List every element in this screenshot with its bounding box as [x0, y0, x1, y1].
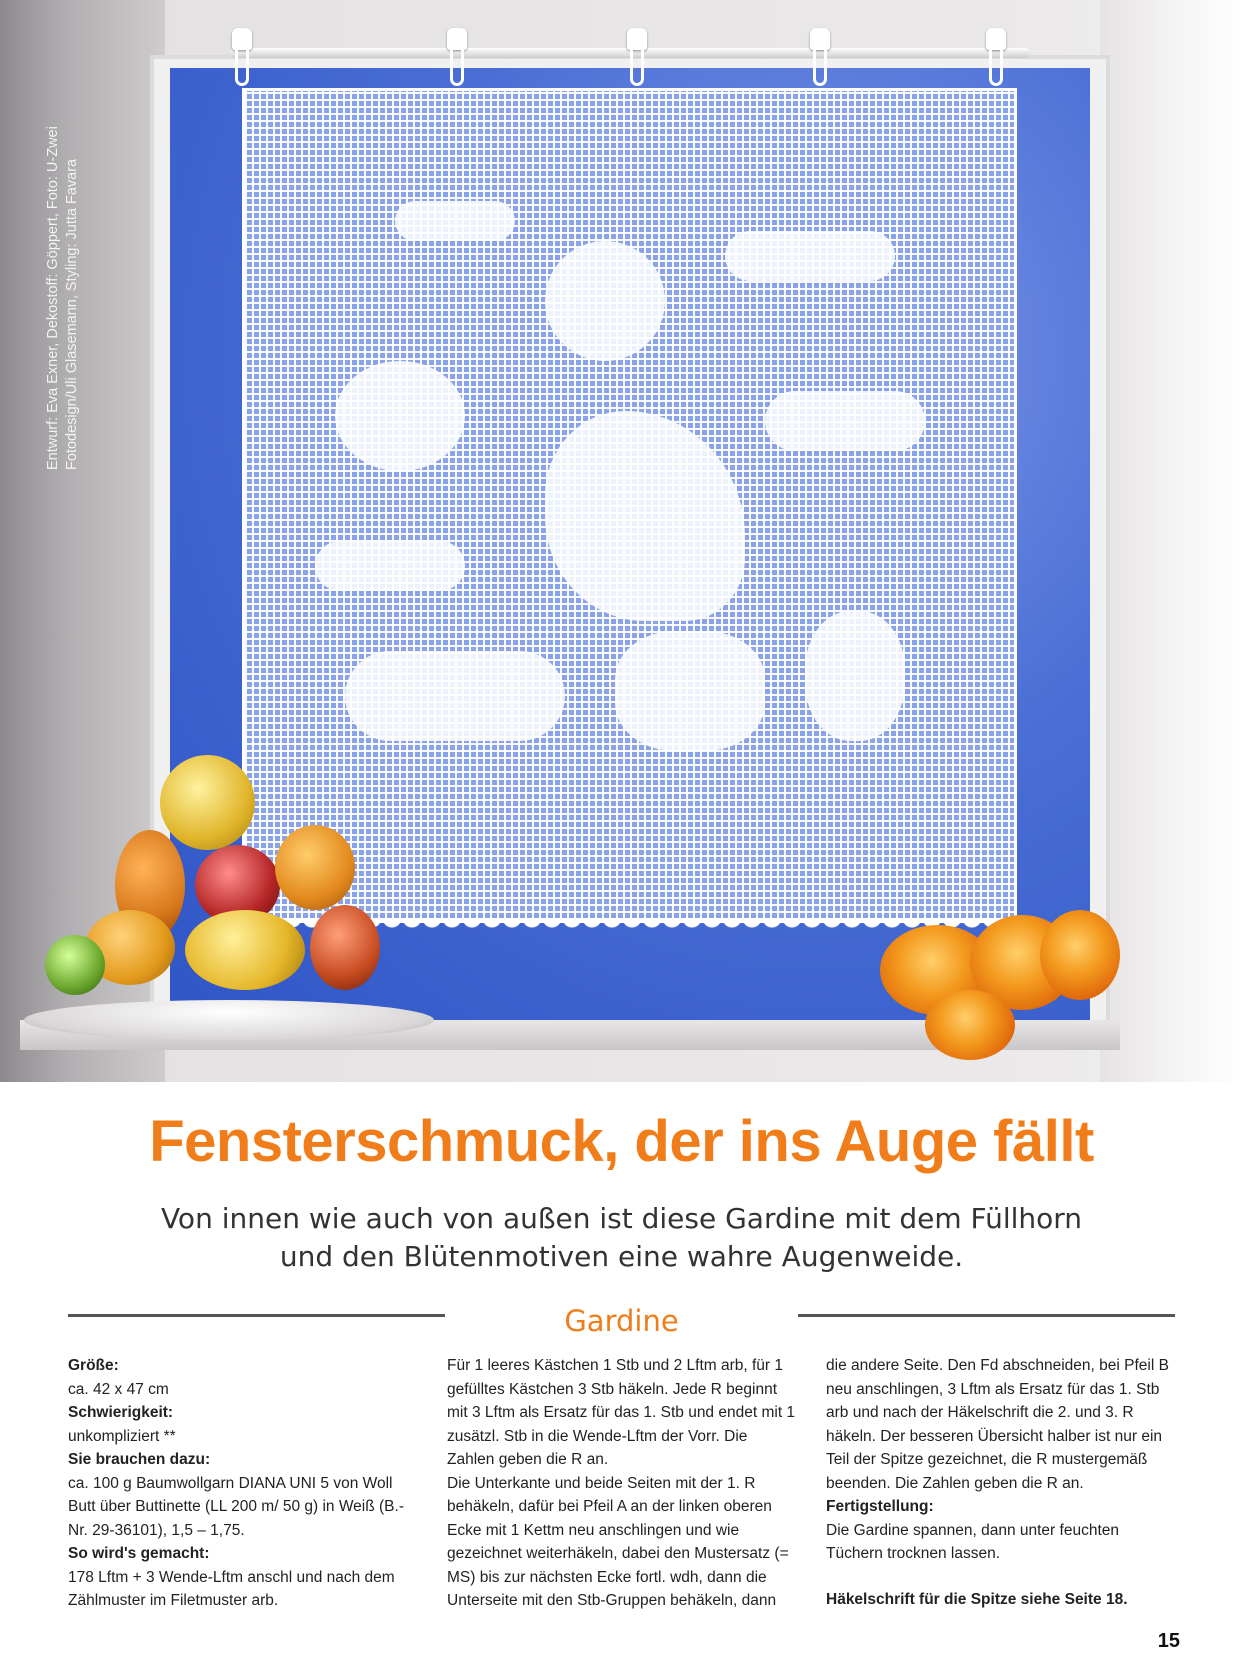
materials-heading: Sie brauchen dazu:	[68, 1451, 211, 1468]
subtitle	[0, 1200, 1243, 1276]
fruit-bowl	[20, 760, 440, 1050]
difficulty-text: unkompliziert **	[68, 1427, 176, 1445]
leaf-motif	[805, 611, 905, 741]
finishing-heading: Fertigstellung:	[826, 1498, 934, 1515]
bowl	[24, 1000, 434, 1040]
paragraph: Die Unterkante und beide Seiten mit der 1. R behäkeln, dafür bei Pfeil A an der linken oberen Ecke mit 1 Kettm neu anschlingen und wie gezeichnet weiterhäkeln, dabei den Mustersatz (= MS) bis zur nächsten Ecke fortl. wdh, dann die Unterseite mit den Stb-Gruppen behäkeln, dann	[447, 1474, 789, 1609]
rose	[925, 990, 1015, 1060]
leaf-motif	[765, 391, 925, 451]
section-title: Gardine	[564, 1304, 679, 1338]
flower-motif	[615, 631, 765, 751]
wall-right	[1100, 0, 1243, 1082]
headline: Fensterschmuck, der ins Auge fällt	[149, 1109, 1094, 1174]
leaf-motif	[395, 201, 515, 241]
curtain-hook	[229, 28, 255, 88]
finishing-text: Die Gardine spannen, dann unter feuchten Tüchern trocknen lassen.	[826, 1521, 1119, 1562]
fruit-leaf	[45, 935, 105, 995]
flower-motif	[335, 361, 465, 471]
howto-heading: So wird's gemacht:	[68, 1545, 210, 1562]
photo-credits	[44, 50, 84, 470]
section-heading	[68, 1306, 1175, 1340]
flower-motif	[545, 241, 665, 361]
paragraph: Für 1 leeres Kästchen 1 Stb und 2 Lftm arb, für 1 gefülltes Kästchen 3 Stb häkeln. Jede R beginnt mit 3 Lftm als Ersatz für das 1. Stb und endet mit 1 zusätzl. Stb in die Wende-Lftm der Vorr. Die Zahlen geben die R an.	[447, 1357, 796, 1468]
credits-line: Fotodesign/Uli Glasemann, Styling: Jutta Favara	[64, 158, 80, 470]
instructions-column-3	[826, 1354, 1176, 1611]
cornucopia-motif	[545, 411, 745, 621]
leaf-motif	[345, 651, 565, 741]
subtitle-line: Von innen wie auch von außen ist diese Gardine mit dem Füllhorn	[160, 1202, 1083, 1235]
curtain-hook	[807, 28, 833, 88]
orange-roses	[870, 905, 1120, 1065]
subtitle-line: und den Blütenmotiven eine wahre Augenweide.	[279, 1240, 964, 1273]
leaf-motif	[725, 231, 895, 281]
instructions-column-2	[447, 1354, 797, 1613]
credits-line: Entwurf: Eva Exner, Dekostoff: Göppert, Foto: U-Zwei	[45, 126, 61, 470]
fruit-quince	[185, 910, 305, 990]
curtain-hook	[444, 28, 470, 88]
rose	[1040, 910, 1120, 1000]
chart-reference-note: Häkelschrift für die Spitze siehe Seite 18.	[826, 1590, 1128, 1608]
size-heading: Größe:	[68, 1357, 119, 1374]
curtain-hook	[983, 28, 1009, 88]
instructions-column-1	[68, 1354, 418, 1613]
curtain-hook	[624, 28, 650, 88]
paragraph: die andere Seite. Den Fd abschneiden, bei Pfeil B neu anschlingen, 3 Lftm als Ersatz für das 1. Stb arb und nach der Häkelschrift die 2. und 3. R häkeln. Der besseren Übersicht halber ist nur ein Teil der Spitze gezeichnet, die R mustergemäß beenden. Die Zahlen geben die R an.	[826, 1357, 1169, 1492]
leaf-motif	[315, 541, 465, 591]
fruit-orange	[275, 825, 355, 910]
divider	[798, 1314, 1175, 1317]
howto-text: 178 Lftm + 3 Wende-Lftm anschl und nach dem Zählmuster im Filetmuster arb.	[68, 1568, 395, 1609]
difficulty-heading: Schwierigkeit:	[68, 1404, 174, 1421]
materials-text: ca. 100 g Baumwollgarn DIANA UNI 5 von Woll Butt über Buttinette (LL 200 m/ 50 g) in Weiß (B.-Nr. 29-36101), 1,5 – 1,75.	[68, 1474, 404, 1539]
page-number: 15	[1157, 1630, 1180, 1652]
size-text: ca. 42 x 47 cm	[68, 1380, 169, 1398]
fruit-pear	[310, 905, 380, 990]
fruit-apple	[160, 755, 255, 850]
